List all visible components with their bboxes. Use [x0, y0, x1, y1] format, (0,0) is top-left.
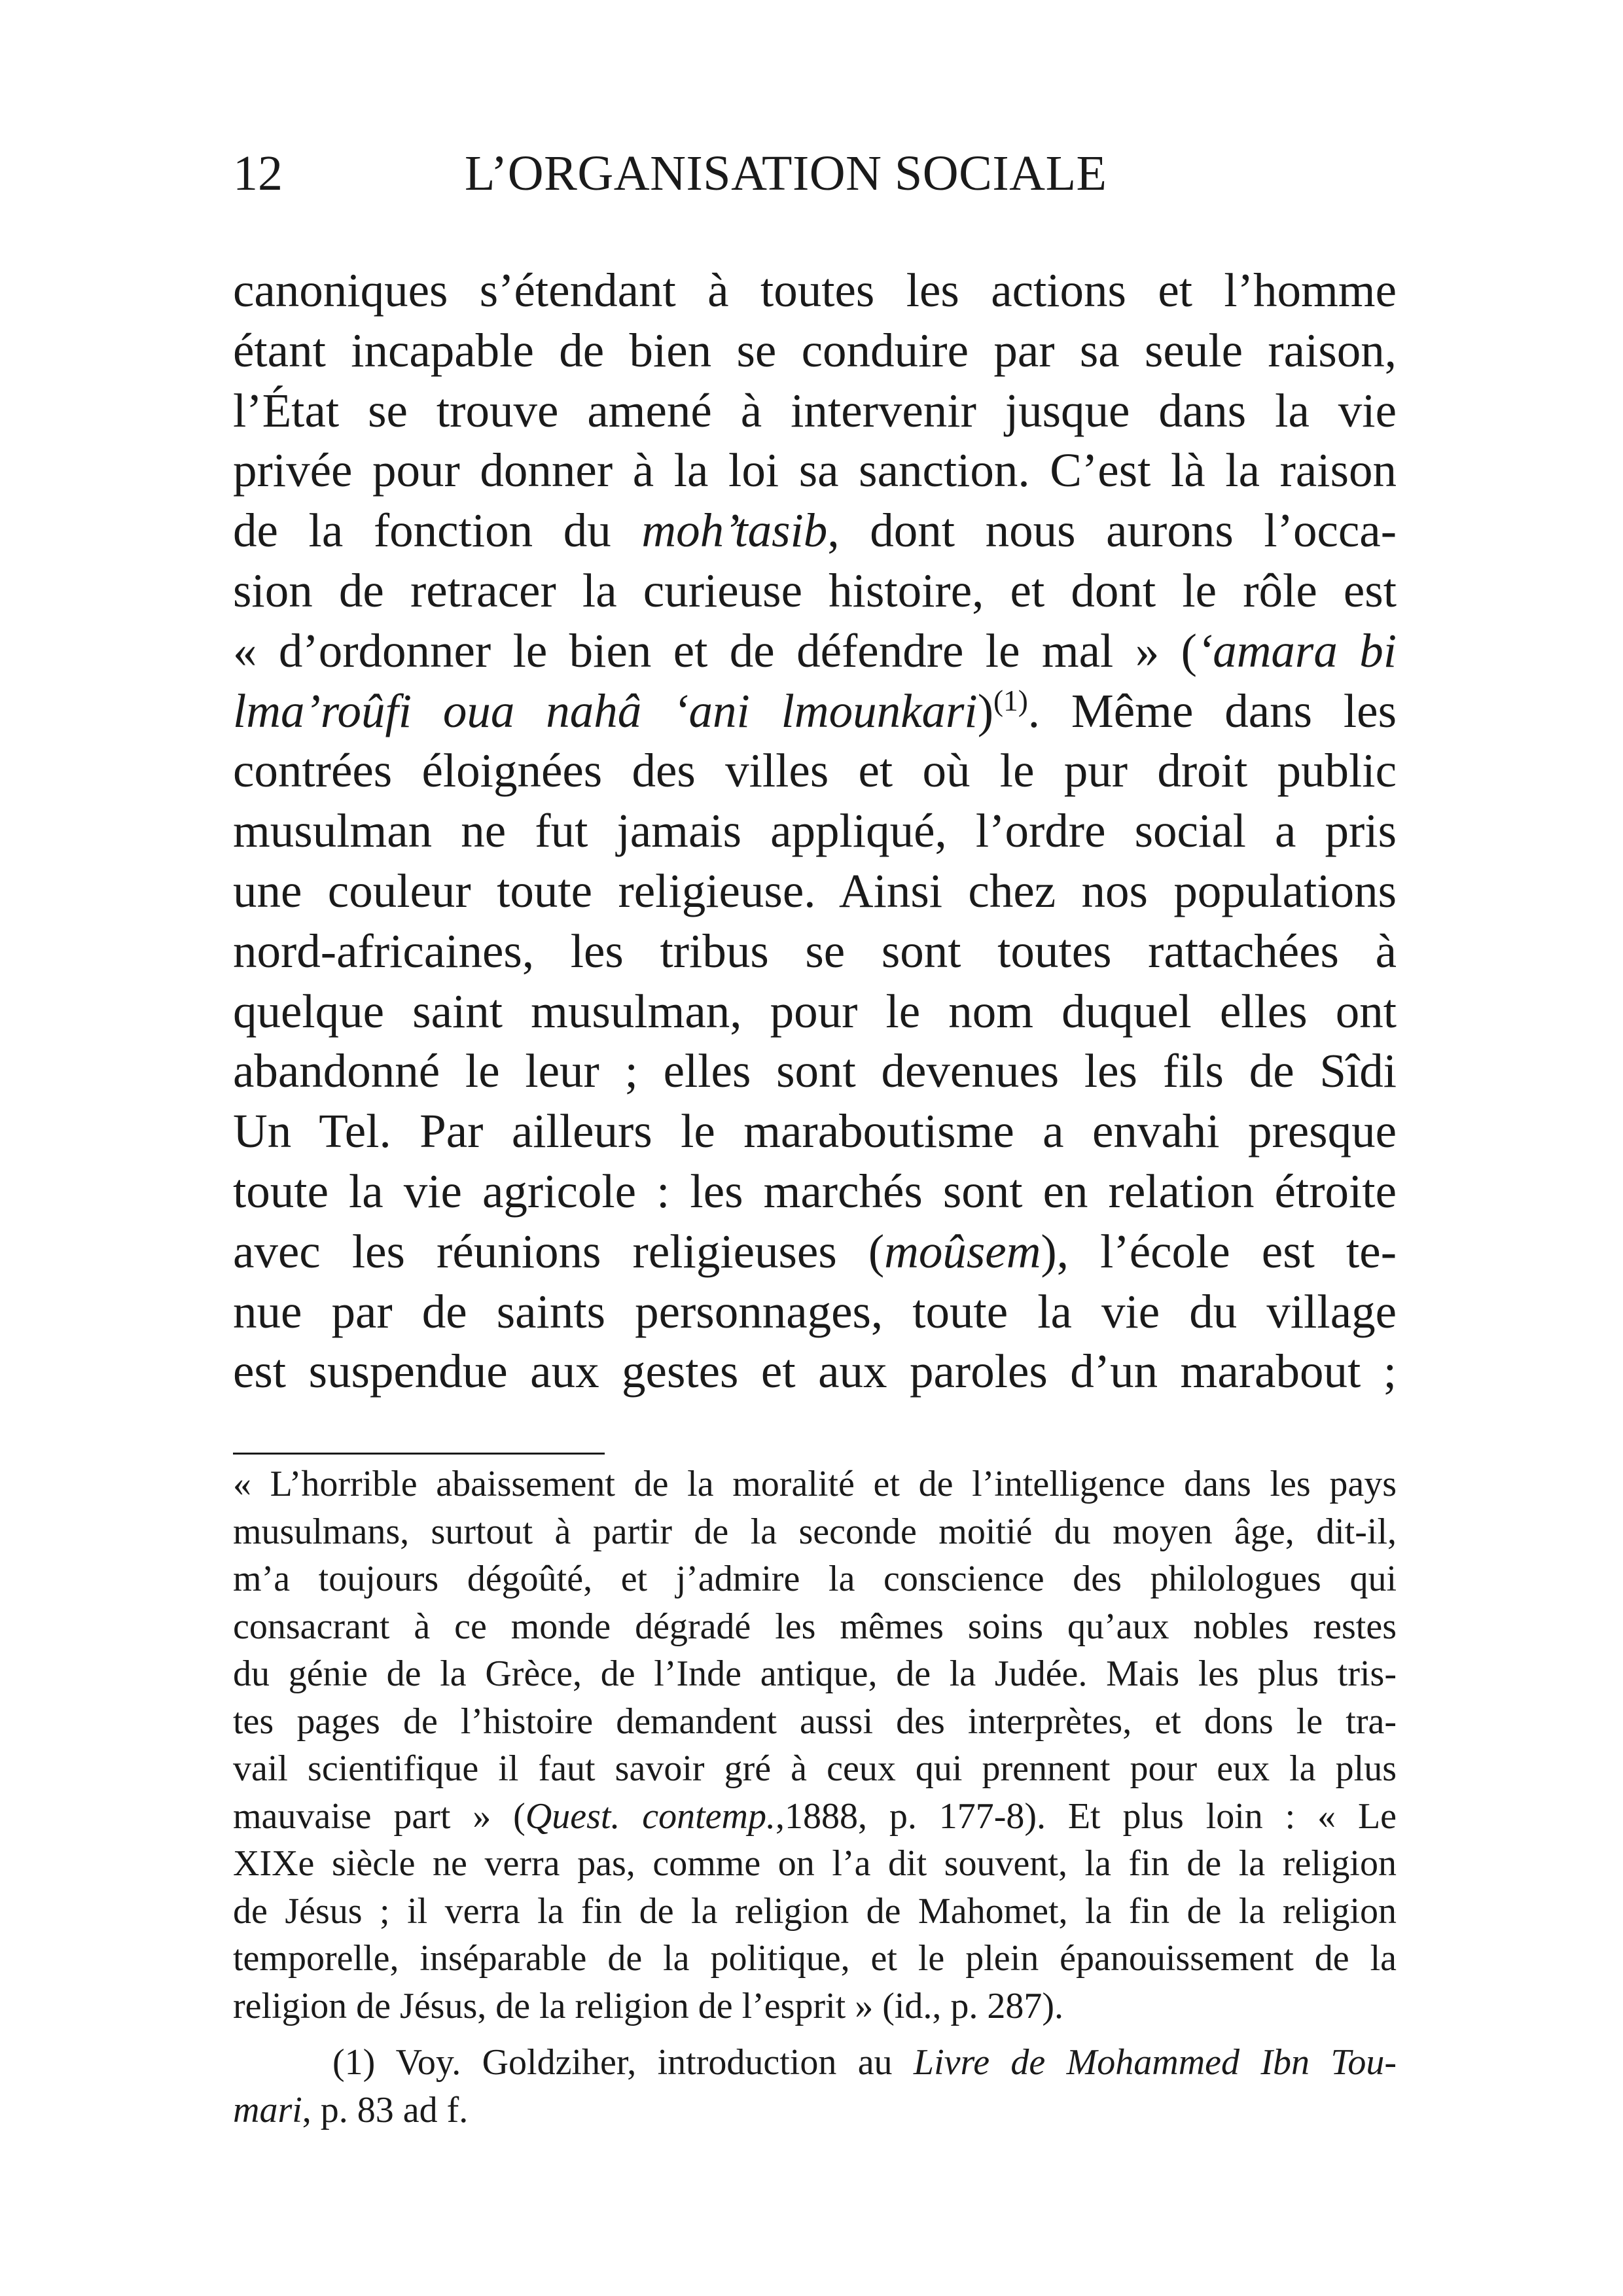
text-line: étant incapable de bien se conduire par sa seule raison, [233, 323, 1397, 377]
footnote-line: consacrant à ce monde dégradé les mêmes soins qu’aux nobles restes [233, 1606, 1397, 1647]
text-line [233, 501, 1397, 561]
text-run: , dont nous aurons l’occa- [827, 504, 1397, 557]
cited-work: Quest. contemp. [525, 1795, 776, 1837]
text-run: de la fonction du [233, 504, 611, 557]
text-line: une couleur toute religieuse. Ainsi chez nos populations [233, 864, 1397, 917]
footnotes [233, 1460, 1397, 2134]
text-run: « d’ordonner le bien et de défendre le mal » ( [233, 624, 1197, 677]
text-line: est suspendue aux gestes et aux paroles d’un marabout ; [233, 1345, 1397, 1398]
running-head [233, 141, 1397, 206]
text-line [233, 1222, 1397, 1282]
text-run: mauvaise part » ( [233, 1795, 526, 1837]
footnote-line: vail scientifique il faut savoir gré à ceux qui prennent pour eux la plus [233, 1748, 1397, 1789]
footnote-line: musulmans, surtout à partir de la seconde moitié du moyen âge, dit-il, [233, 1511, 1397, 1552]
text-line: toute la vie agricole : les marchés sont en relation étroite [233, 1164, 1397, 1218]
text-line [233, 621, 1397, 681]
text-run: . Même dans les [1027, 684, 1397, 737]
footnote-1-line [233, 2087, 1397, 2134]
text-run: ), l’école est te- [1041, 1224, 1397, 1278]
text-line: contrées éloignées des villes et où le pur droit public [233, 744, 1397, 798]
footnote-reference[interactable]: (1) [993, 684, 1028, 717]
footnote-line: tes pages de l’histoire demandent aussi des interprètes, et dons le tra- [233, 1701, 1397, 1742]
text-line: musulman ne fut jamais appliqué, l’ordre social a pris [233, 804, 1397, 858]
footnote-line: de Jésus ; il verra la fin de la religion de Mahomet, la fin de la religion [233, 1890, 1397, 1932]
footnote-line: m’a toujours dégoûté, et j’admire la conscience des philologues qui [233, 1559, 1397, 1599]
term-mousem: moûsem [884, 1224, 1041, 1278]
main-text [233, 260, 1397, 1402]
footnote-line: religion de Jésus, de la religion de l’esprit » (id., p. 287). [233, 1985, 1064, 2026]
footnote-1-line [233, 2039, 1397, 2087]
text-line: Un Tel. Par ailleurs le maraboutisme a envahi presque [233, 1104, 1397, 1158]
term-mohtasib: moh’tasib [641, 504, 828, 557]
page-number: 12 [233, 146, 283, 201]
arabic-transliteration: lma’roûfi oua nahâ ‘ani lmounkari [233, 684, 978, 737]
arabic-transliteration: ‘amara bi [1196, 624, 1397, 677]
text-line [233, 681, 1397, 741]
text-line: nord-africaines, les tribus se sont toutes rattachées à [233, 924, 1397, 978]
text-line: nue par de saints personnages, toute la vie du village [233, 1284, 1397, 1338]
running-title: L’ORGANISATION SOCIALE [465, 146, 1107, 201]
text-run: avec les réunions religieuses ( [233, 1224, 885, 1278]
footnote-divider [233, 1453, 605, 1455]
text-line: l’État se trouve amené à intervenir jusque dans la vie [233, 383, 1397, 437]
cited-work: Livre de Mohammed Ibn Tou- [913, 2042, 1397, 2083]
footnote-line: « L’horrible abaissement de la moralité et de l’intelligence dans les pays [233, 1464, 1397, 1504]
footnote-line: XIXe siècle ne verra pas, comme on l’a dit souvent, la fin de la religion [233, 1843, 1397, 1884]
text-run: Le [1357, 1795, 1397, 1837]
text-run: , p. 83 ad f. [302, 2089, 469, 2130]
text-line: privée pour donner à la loi sa sanction. C’est là la raison [233, 444, 1397, 497]
text-line: sion de retracer la curieuse histoire, et dont le rôle est [233, 563, 1397, 617]
cited-work: mari [233, 2089, 302, 2130]
text-line: quelque saint musulman, pour le nom duquel elles ont [233, 984, 1397, 1038]
footnote-line: du génie de la Grèce, de l’Inde antique, de la Judée. Mais les plus tris- [233, 1653, 1397, 1694]
text-run: (1) Voy. Goldziher, introduction au [332, 2042, 893, 2083]
text-line: canoniques s’étendant à toutes les actions et l’homme [233, 264, 1397, 317]
text-line: abandonné le leur ; elles sont devenues les fils de Sîdi [233, 1044, 1397, 1098]
text-run: ,1888, p. 177-8). Et plus loin : « [775, 1795, 1336, 1837]
footnote-line: temporelle, inséparable de la politique, et le plein épanouissement de la [233, 1938, 1397, 1979]
footnote-line [233, 1793, 1397, 1841]
text-run: ) [977, 684, 993, 737]
